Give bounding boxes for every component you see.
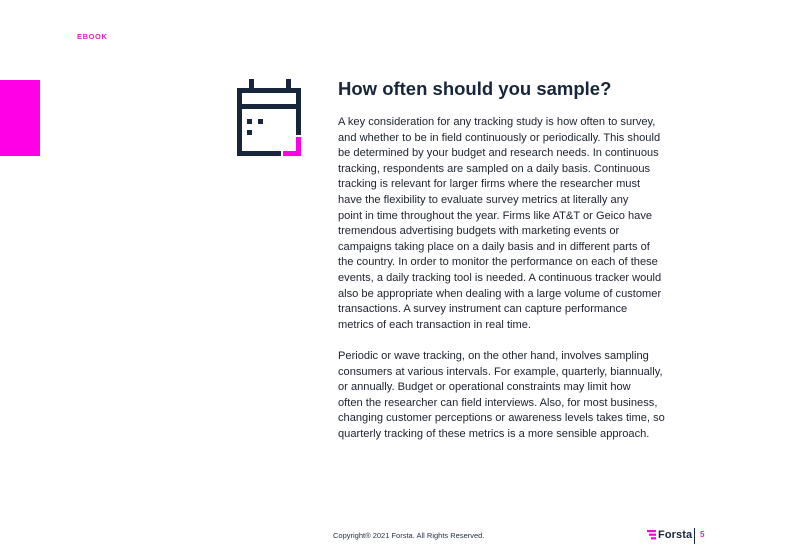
ebook-label: EBOOK xyxy=(77,32,108,41)
copyright-notice: Copyright® 2021 Forsta. All Rights Reserved. xyxy=(333,531,485,540)
paragraph-continuous-tracking: A key consideration for any tracking study is how often to survey, and whether to be in field continuously or periodically. This should be determined by your budget and research needs. In continuous tracking, respondents are sampled on a daily basis. Continuous tracking is relevant for larger firms where the researcher must have the flexibility to evaluate survey metrics at literally any point in time throughout the year. Firms like AT&T or Geico have tremendous advertising budgets with marketing events or campaigns taking place on a daily basis and in different parts of the country. In order to monitor the performance on each of these events, a daily tracking tool is needed. A continuous tracker would also be appropriate when dealing with a large volume of customer transactions. A survey instrument can capture performance metrics of each transaction in real time. xyxy=(338,116,662,331)
footer-divider xyxy=(694,528,695,544)
section-title: How often should you sample? xyxy=(338,78,612,99)
page-number: 5 xyxy=(700,530,705,539)
accent-bar xyxy=(0,80,40,156)
paragraph-periodic-tracking: Periodic or wave tracking, on the other hand, involves sampling consumers at various intervals. For example, quarterly, biannually, or annually. Budget or operational constraints may limit how often the researcher can field interviews. Also, for most business, changing customer perceptions or awareness levels takes time, so quarterly tracking of these metrics is a more sensible approach. xyxy=(338,349,665,440)
forsta-mark-icon xyxy=(647,530,656,540)
brand-name: Forsta xyxy=(658,529,693,541)
calendar-icon xyxy=(233,79,305,159)
forsta-logo xyxy=(647,528,692,542)
section-body xyxy=(338,115,718,442)
